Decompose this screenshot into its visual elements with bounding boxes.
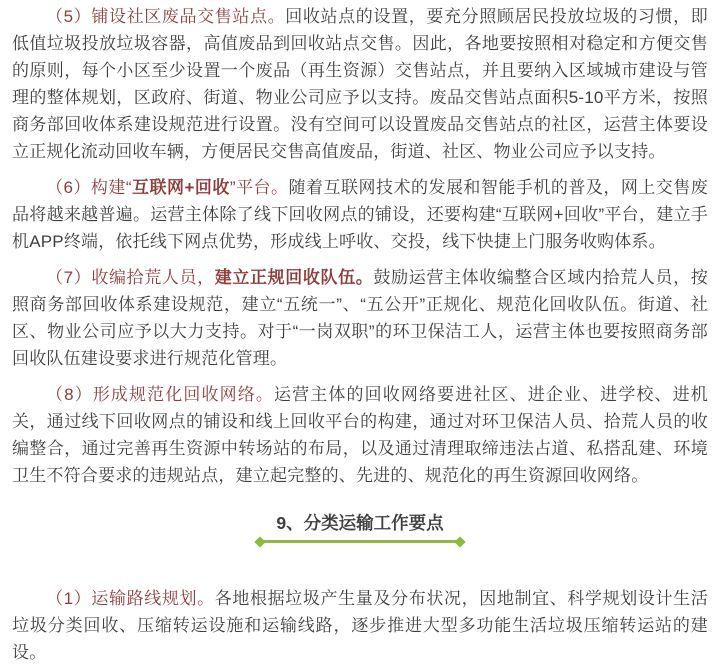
paragraph-lead: （5）铺设社区废品交售站点。 (46, 7, 286, 26)
paragraph-lead: （8）形成规范化回收网络。 (46, 385, 275, 404)
paragraph-item-6 (12, 174, 708, 255)
paragraph-body: 运营主体的回收网络要进社区、进企业、进学校、进机关，通过线下回收网点的铺设和线上回收平台的构建，通过对环卫保洁人员、拾荒人员的收编整合，通过完善再生资源中转场站的布局，以及通过清理取缔违法占道、私搭乱建、环境卫生不符合要求的违规站点，建立起完整的、先进的、规范化的再生资源回收网络。 (12, 385, 708, 485)
paragraph-lead: （7）收编拾荒人员， (46, 268, 215, 287)
paragraph-lead-bold: 互联网+回收 (131, 178, 230, 197)
section-heading (262, 510, 457, 543)
paragraph-lead: （1）运输路线规划。 (46, 589, 215, 608)
paragraph-lead-bold: 建立正规回收队伍。 (214, 268, 374, 287)
paragraph-item-5 (12, 3, 708, 165)
paragraph-body: 鼓励运营主体收编整合区域内拾荒人员，按照商务部回收体系建设规范，建立“五统一”、“五公开”正规化、规范化回收队伍。街道、社区、物业公司应予以大力支持。对于“一岗双职”的环卫保洁工人，运营主体也要按照商务部回收队伍建设要求进行规范化管理。 (12, 268, 708, 368)
paragraph-item-8 (12, 381, 708, 489)
paragraph-lead-tail: ”平台。 (229, 178, 289, 197)
heading-underline-decoration (260, 540, 459, 543)
paragraph-body: 随着互联网技术的发展和智能手机的普及，网上交售废品将越来越普遍。运营主体除了线下回收网点的铺设，还要构建“互联网+回收”平台，建立手机APP终端，依托线下网点优势，形成线上呼收、交投，线下快捷上门服务收购体系。 (12, 178, 708, 251)
paragraph-item-7 (12, 264, 708, 372)
paragraph-lead: （6）构建“ (46, 178, 132, 197)
section-heading-text: 9、分类运输工作要点 (276, 513, 444, 533)
paragraph-body: 回收站点的设置，要充分照顾居民投放垃圾的习惯，即低值垃圾投放垃圾容器，高值废品到回收站点交售。因此，各地要按照相对稳定和方便交售的原则，每个小区至少设置一个废品（再生资源）交售站点，并且要纳入区域城市建设与管理的整体规划，区政府、街道、物业公司应予以支持。废品交售站点面积5-10平方米，按照商务部回收体系建设规范进行设置。没有空间可以设置废品交售站点的社区，运营主体要设立正规化流动回收车辆，方便居民交售高值废品，街道、社区、物业公司应予以支持。 (12, 7, 708, 161)
section-heading-block (12, 510, 708, 544)
paragraph-body: 各地根据垃圾产生量及分布状况，因地制宜、科学规划设计生活垃圾分类回收、压缩转运设施和运输线路，逐步推进大型多功能生活垃圾压缩转运站的建设。 (12, 589, 708, 662)
